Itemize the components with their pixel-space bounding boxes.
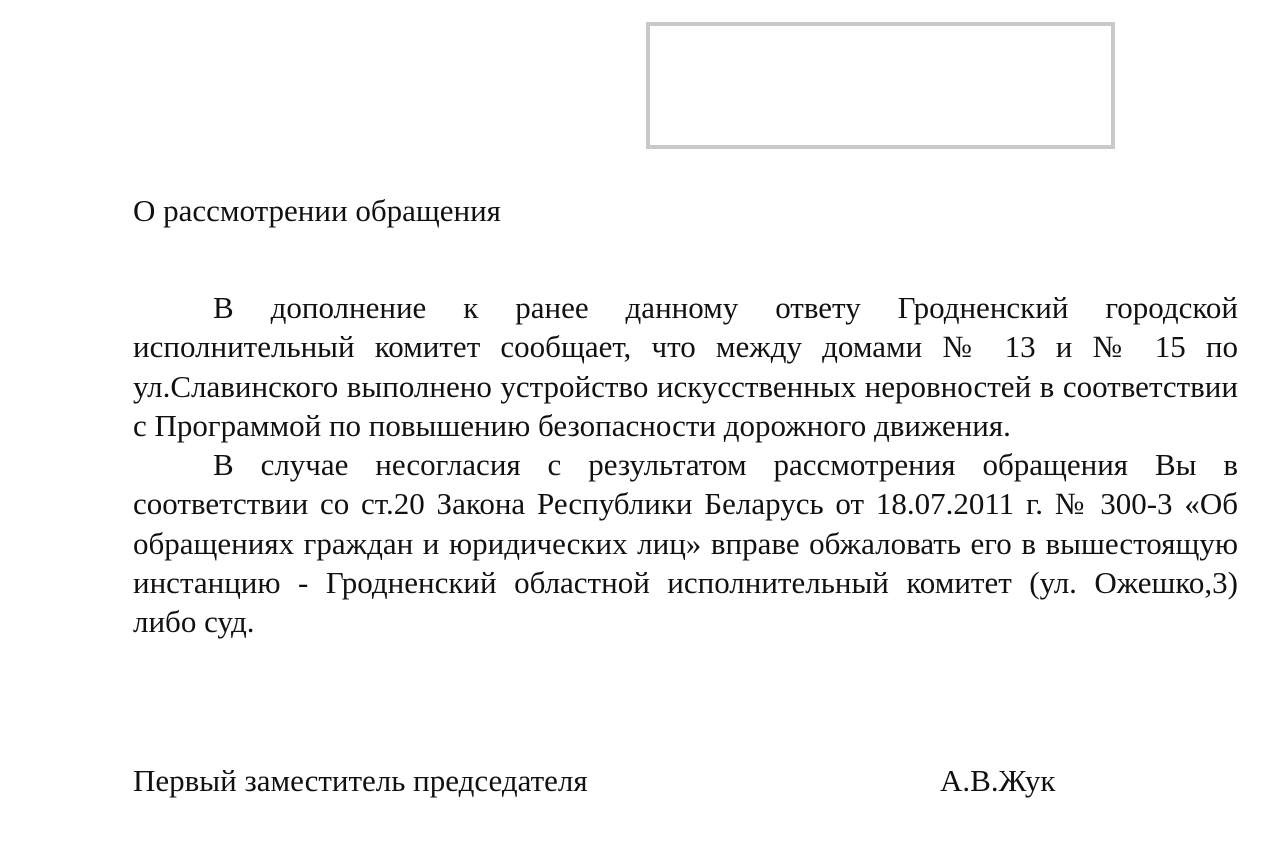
letter-subject: О рассмотрении обращения (133, 193, 501, 228)
body-paragraph-1: В дополнение к ранее данному ответу Гродненский городской исполнительный комитет сообщает, что между домами № 13 и № 15 по ул.Славинского выполнено устройство искусственных неровностей в соответствии с Программой по повышению безопасности дорожного движения. (133, 290, 1238, 443)
signature-title: Первый заместитель председателя (133, 763, 588, 798)
letter-body (133, 288, 1238, 642)
body-paragraph-2: В случае несогласия с результатом рассмотрения обращения Вы в соответствии со ст.20 Закона Республики Беларусь от 18.07.2011 г. № 300-3 «Об обращениях граждан и юридических лиц» вправе обжаловать его в вышестоящую инстанцию - Гродненский областной исполнительный комитет (ул. Ожешко,3) либо суд. (133, 447, 1238, 640)
addressee-placeholder-box (646, 22, 1115, 149)
signature-name: А.В.Жук (940, 763, 1056, 798)
